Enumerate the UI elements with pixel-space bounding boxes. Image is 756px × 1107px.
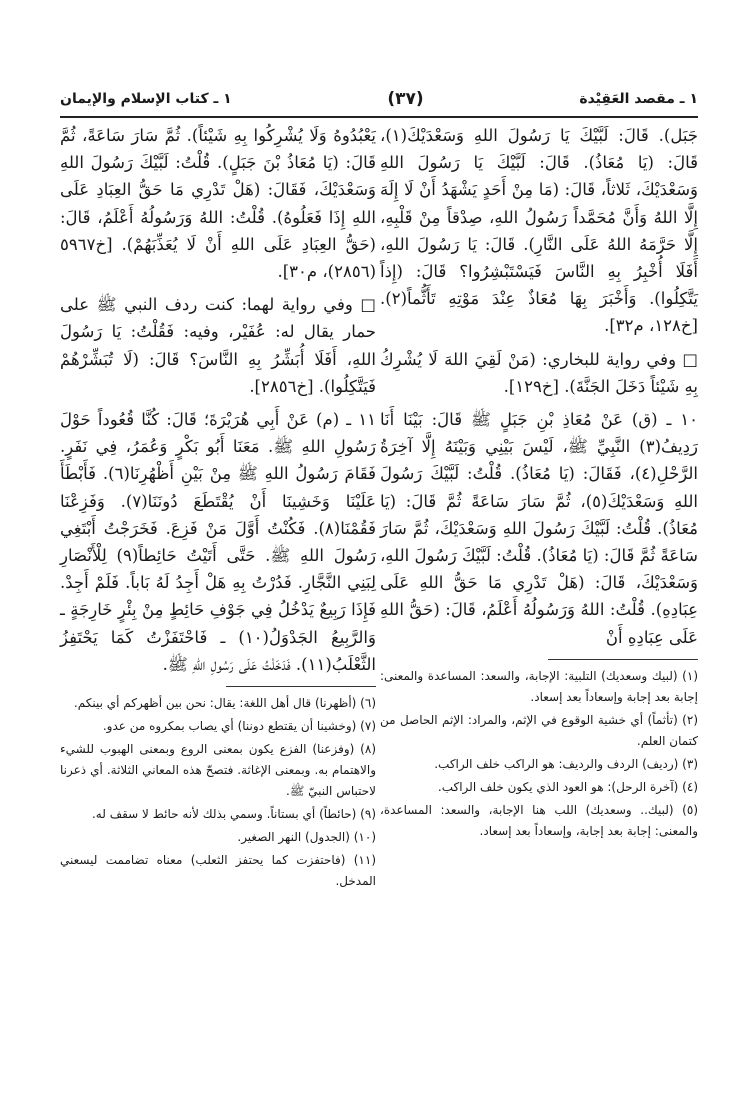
footnote-separator bbox=[548, 659, 698, 660]
page-number: (٣٧) bbox=[387, 89, 424, 109]
hadith-paragraph: ١٠ ـ (ق) عَنْ مُعَاذِ بْنِ جَبَلٍ ﷺ قَالَ: بَيْنَا أَنَا رَدِيفُ(٣) النَّبِيِّ ﷺ، لَيْسَ بَيْنِي وَبَيْنَهُ إِلَّا آخِرَةُ الرَّحْلِ(٤)، فَقَالَ: (يَا مُعَاذُ). قُلْتُ: لَبَّيْكَ رَسُولَ اللهِ وَسَعْدَيْكَ(٥)، ثُمَّ سَارَ سَاعَةً ثُمَّ قَالَ: (يَا مُعَاذُ). قُلْتُ: لَبَّيْكَ رَسُولَ اللهِ وَسَعْدَيْكَ، ثُمَّ سَارَ سَاعَةً ثُمَّ قَالَ: (يَا مُعَاذُ). قُلْتُ: لَبَّيْكَ رَسُولَ اللهِ، وَسَعْدَيْكَ، قَالَ: (هَلْ تَدْرِي مَا حَقُّ اللهِ عَلَى عِبَادِهِ). قُلْتُ: اللهُ وَرَسُولُهُ أَعْلَمُ، قَالَ: (حَقُّ اللهِ عَلَى عِبَادِهِ أَنْ bbox=[379, 410, 699, 647]
footnote: (١) (لبيك وسعديك) التلبية: الإجابة، والسعد: المساعدة والمعنى: إجابة بعد إجابة وإسعاداً بعد إسعاد. bbox=[380, 668, 698, 704]
right-column-footnotes bbox=[380, 666, 698, 842]
footnote: (١٠) (الجدول) النهر الصغير. bbox=[237, 830, 376, 845]
footnote-separator bbox=[226, 686, 376, 687]
chapter-title-right: ١ ـ مقصد العَقِيْدة bbox=[579, 91, 698, 107]
footnote: (٦) (أظهرنا) قال أهل اللغة: يقال: نحن بين أظهركم أي بينكم. bbox=[73, 696, 376, 711]
page-header bbox=[60, 84, 698, 114]
footnote: (١١) (فاحتفزت كما يحتفز الثعلب) معناه تضاممت ليسعني المدخل. bbox=[60, 853, 376, 889]
left-column bbox=[60, 122, 376, 894]
footnote: (٨) (وفزعنا) الفزع يكون بمعنى الروع وبمعنى الهبوب للشيء والاهتمام به. وبمعنى الإغاثة. فتصحّ هذه المعاني الثلاثة. أي ذعرنا لاحتباس النبيّ ﷺ. bbox=[60, 742, 376, 799]
chapter-title-left: ١ ـ كتاب الإسلام والإيمان bbox=[60, 91, 232, 107]
footnote: (٣) (رديف) الردف والرديف: هو الراكب خلف الراكب. bbox=[434, 756, 698, 771]
hadith-paragraph: جَبَل). قَالَ: لَبَّيْكَ يَا رَسُولَ اللهِ وَسَعْدَيْكَ(١)، قَالَ: (يَا مُعَاذُ). قَالَ: لَبَّيْكَ يَا رَسُولَ اللهِ وَسَعْدَيْكَ، ثَلاثاً، قَالَ: (مَا مِنْ أَحَدٍ يَشْهَدُ أَنْ لَا إِلَهَ إِلَّا اللهُ وَأَنَّ مُحَمَّداً رَسُولُ اللهِ، صِدْقاً مِنْ قَلْبِهِ، إِلَّا حَرَّمَهُ اللهُ عَلَى النَّارِ). قَالَ: يَا رَسُولَ اللهِ، أَفَلَا أُخْبِرُ بِهِ النَّاسَ فَيَسْتَبْشِرُوا؟ قَالَ: (إِذاً يَتَّكِلُوا). وَأَخْبَرَ بِهَا مُعَاذٌ عِنْدَ مَوْتِهِ تَأَثُّماً(٢). [خ١٢٨، م٣٢]. bbox=[380, 126, 698, 336]
footnote: (٢) (تأثماً) أي خشية الوقوع في الإثم، والمراد: الإثم الحاصل من كتمان العلم. bbox=[380, 712, 698, 748]
header-rule bbox=[60, 116, 698, 118]
footnote: (٧) (وخشينا أن يقتطع دوننا) أي يصاب بمكروه من عدو. bbox=[102, 719, 376, 734]
footnote: (٥) (لبيك.. وسعديك) اللب هنا الإجابة، والسعد: المساعدة، والمعنى: إجابة بعد إجابة، وإسعاداً بعد إسعاد. bbox=[380, 802, 698, 838]
right-column-body bbox=[380, 122, 698, 651]
footnote: (٤) (آخرة الرحل): هو العود الذي يكون خلف الراكب. bbox=[437, 779, 698, 794]
left-column-footnotes bbox=[60, 693, 376, 892]
hadith-paragraph: يَعْبُدُوهُ وَلَا يُشْرِكُوا بِهِ شَيْئاً). ثُمَّ سَارَ سَاعَةً، ثُمَّ قَالَ: (يَا مُعَاذُ بْنَ جَبَلٍ). قُلْتُ: لَبَّيْكَ رَسُولَ اللهِ وَسَعْدَيْكَ، فَقَالَ: (هَلْ تَدْرِي مَا حَقُّ العِبَادِ عَلَى اللهِ إِذَا فَعَلُوهُ). قُلْتُ: اللهُ وَرَسُولُهُ أَعْلَمُ، قَالَ: (حَقُّ العِبَادِ عَلَى اللهِ أَنْ لَا يُعَذِّبَهُمْ). [خ٥٩٦٧ (٢٨٥٦)، م٣٠]. bbox=[60, 126, 376, 282]
left-column-body bbox=[60, 122, 376, 678]
hadith-paragraph: □ وفي رواية للبخاري: (مَنْ لَقِيَ اللهَ لَا يُشْرِكُ بِهِ شَيْئاً دَخَلَ الجَنَّةَ). [خ١٢٩]. bbox=[380, 349, 698, 396]
hadith-paragraph: ١١ ـ (م) عَنْ أَبِي هُرَيْرَةَ؛ قَالَ: كُنَّا قُعُوداً حَوْلَ رَسُولِ اللهِ ﷺ. مَعَنَا أَبُو بَكْرٍ وَعُمَرُ، فِي نَفَرٍ. فَقَامَ رَسُولُ اللهِ ﷺ مِنْ بَيْنِ أَظْهُرِنَا(٦). فَأَبْطَأَ عَلَيْنَا وَخَشِينَا أَنْ يُقْتَطَعَ دُونَنَا(٧). وَفَزِعْنَا فَقُمْنَا(٨). فَكُنْتُ أَوَّلَ مَنْ فَزِعَ. فَخَرَجْتُ أَبْتَغِي رَسُولَ اللهِ ﷺ. حَتَّى أَتَيْتُ حَائِطاً(٩) لِلْأَنْصَارِ لِبَنِي النَّجَّارِ. فَدُرْتُ بِهِ هَلْ أَجِدُ لَهُ بَاباً. فَلَمْ أَجِدْ. فَإِذَا رَبِيعٌ يَدْخُلُ فِي جَوْفِ حَائِطٍ مِنْ بِئْرٍ خَارِجَةٍ ـ وَالرَّبِيعُ الجَدْوَلُ(١٠) ـ فَاحْتَفَزْتُ كَمَا يَحْتَفِزُ الثَّعْلَبُ(١١). فَدَخَلْتُ عَلَى رَسُولِ اللهِ ﷺ. bbox=[60, 410, 376, 674]
hadith-paragraph: □ وفي رواية لهما: كنت ردف النبي ﷺ على حمار يقال له: عُفَيْر، وفيه: فَقُلْتُ: يَا رَسُولَ اللهِ، أَفَلَا أُبَشِّرُ بِهِ النَّاسَ؟ قَالَ: (لَا تُبَشِّرْهُمْ فَيَتَّكِلُوا). [خ٢٨٥٦]. bbox=[60, 295, 376, 396]
footnote: (٩) (حائطاً) أي بستاناً. وسمي بذلك لأنه حائط لا سقف له. bbox=[91, 807, 376, 822]
right-column bbox=[380, 122, 698, 844]
